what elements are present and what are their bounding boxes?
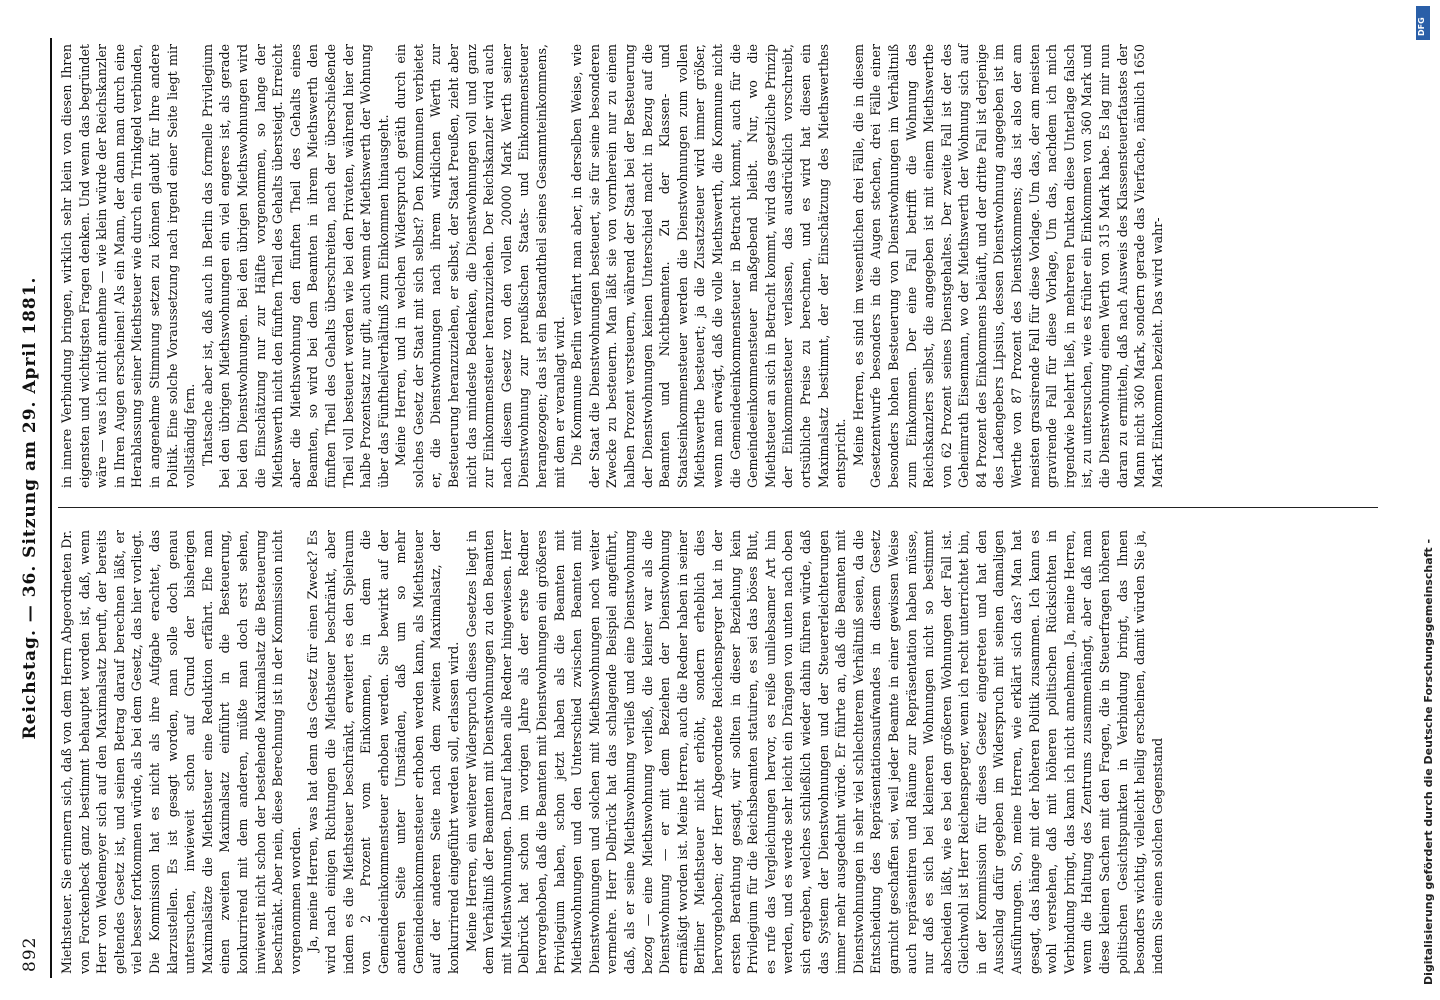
page-title: Reichstag. — 36. Sitzung am 29. April 1881. xyxy=(20,276,40,740)
paragraph: Meine Herren, und in welchen Widerspruch geräth durch ein solches Gesetz der Staat mit sich selbst? Den Kommunen verbietet er, die Dienstwohnungen nach ihrem wirklichen Werth zur Besteuerung heranzuziehen, er selbst, der Staat Preußen, zieht aber nicht das mindeste Bedenken, die Dienstwohnungen voll und ganz zur Einkommensteuer heranzuziehen. Der Reichskanzler wird auch nach diesem Gesetz von den vollen 20000 Mark Werth seiner Dienstwohnung zur preußischen Staats- und Einkommensteuer herangezogen; das ist ein Bestandtheil seines Gesammteinkommens, mit dem er veranlagt wird. xyxy=(393,44,567,488)
paragraph: Meine Herren, es sind im wesentlichen drei Fälle, die in diesem Gesetzentwurfe besonders in die Augen stechen, drei Fälle einer besonders hohen Besteuerung von Dienstwohnungen im Verhältniß zum Einkommen. Der eine Fall betrifft die Wohnung des Reichskanzlers selbst, die angegeben ist mit einem Miethswerthe von 62 Prozent seines Dienstgehaltes. Der zweite Fall ist der des Geheimrath Eisenmann, wo der Miethswerth der Wohnung sich auf 84 Prozent des Einkommens beläuft, und der dritte Fall ist derjenige des Ladengebers Lipsius, dessen Dienstwohnung angegeben ist im Werthe von 87 Prozent des Dienstkommens; das ist also der am meisten grassirende Fall für diese Vorlage. Um das, der am meisten gravirende Fall für diese Vorlage, Um das, nachdem ich mich irgendwie belehrt ließ, in mehreren Punkten diese Unterlage falsch ist, zu untersuchen, wie es früher ein Einkommen von 360 Mark und die Dienstwohnung einen Werth von 315 Mark habe. Es lag mir nun daran zu ermitteln, daß nach Ausweis des Klassensteuerfatastes der Mann nicht 360 Mark, sondern gerade das Vierfache, nämlich 1650 Mark Einkommen bezieht. Das wird wahr- xyxy=(850,44,1165,488)
right-column xyxy=(58,44,1378,488)
digitization-credit: Digitalisierung gefördert durch die Deutsche Forschungsgemeinschaft - xyxy=(1422,538,1435,985)
dfg-label: DFG xyxy=(1417,17,1426,36)
rotated-page-content xyxy=(14,38,1386,978)
paragraph: Meine Herren, ein weiterer Widerspruch dieses Gesetzes liegt in dem Verhältniß der Beamten mit Dienstwohnungen zu den Beamten mit Miethswohnungen. Darauf haben alle Redner hingewiesen. Herr Delbrück hat schon im vorigen Jahre als der erste Redner hervorgehoben, daß die Beamten mit Dienstwohnungen ein größeres Privilegium haben, schon jetzt haben als die Beamten mit Miethswohnungen und den Unterschied zwischen Beamten mit Dienstwohnungen und solchen mit Miethswohnungen noch weiter vermehre. Herr Delbrück hat das schlagende Beispiel angeführt, daß, als er seine Miethswohnung verließ und eine Dienstwohnung bezog — eine Miethswohnung verließ, die kleiner war als die Dienstwohnung — er mit dem Beziehen der Dienstwohnung ermäßigt worden ist. Meine Herren, auch die Redner haben in seiner Berliner Miethsteuer nicht erhöht, sondern erheblich dies hervorgehoben; der Herr Abgeordnete Reichensperger hat in der ersten Berathung gesagt, wir sollten in dieser Beziehung kein Privilegium für die Reichsbeamten statuiren, es sei das böses Blut, es rufe das Vergleichungen hervor, es reiße unliebsamer Art hin werden, und es werde sehr leicht ein Drängen von unten nach oben sich ergeben, welches schließlich wieder dahin führen würde, daß das System der Dienstwohnungen und der Steuererleichterungen immer mehr ausgedehnt würde. Er führte an, daß die Beamten mit Dienstwohnungen in sehr viel schlechterem Verhältniß seien, da die Entscheidung des Repräsentationsaufwandes in diesem Gesetz garnicht geschaffen sei, weil jeder Beamte in einer gewissen Weise auch repräsentiren und Räume zur Repräsentation haben müsse, nur daß es sich bei kleineren Wohnungen nicht so bestimmt abscheiden läßt, wie es bei den größeren Wohnungen der Fall ist. Gleichwohl ist Herr Reichensperger, wenn ich recht unterrichtet bin, in der Kommission für dieses Gesetz eingetreten und hat den Ausschlag dafür gegeben im Widerspruch mit seinen damaligen Ausführungen. So, meine Herren, wie erklärt sich das? Man hat gesagt, das hänge mit der höheren Politik zusammen. Ich kann es wohl verstehen, daß mit höheren politischen Rücksichten in Verbindung bringt, das kann ich nicht annehmen. Ja, meine Herren, wenn die Haltung des Zentrums zusammenhängt, aber daß man diese kleinen Sachen mit den Fragen, die in Steuerfragen höheren politischen Gesichtspunkten in Verbindung bringt, das Ihnen besonders wichtig, vielleicht heilig erscheinen, damit würden Sie ja, indem Sie einen solchen Gegenstand xyxy=(463,530,1165,974)
header-rule xyxy=(50,38,52,978)
dfg-logo-badge xyxy=(1416,6,1430,40)
paragraph: in innere Verbindung bringen, wirklich sehr klein von diesen Ihren eigensten und wichtigsten Fragen denken. Und wenn das begründet wäre — was ich nicht annehme — wie klein würde der Reichskanzler in Ihren Augen erscheinen! Als ein Mann, der dann man durch eine Herablassung seiner Miethsteuer wie durch ein Trinkgeld verbinden, in angenehme Stimmung setzen zu können glaubt für Ihre andere Politik. Eine solche Voraussetzung nach irgend einer Seite liegt mir vollständig fern. xyxy=(59,44,198,488)
digitization-sidebar xyxy=(1388,0,1435,1000)
column-divider xyxy=(58,507,1378,508)
paragraph: Thatsache aber ist, daß auch in Berlin das formelle Privilegium bei den übrigen Miethswohnungen ein viel engeres ist, als gerade bei den Dienstwohnungen. Bei den übrigen Miethswohnungen wird die Einschätzung nur zur Hälfte vorgenommen, so lange der Miethswerth nicht den fünften Theil des Gehalts übersteigt. Erreicht aber die Miethswohnung den fünften Theil des Gehalts eines Beamten, so wird bei dem Beamten in ihrem Miethswerth den fünften Theil des Gehalts überschreiten, nach der überschießende Theil voll besteuert werden wie bei den Privaten, während hier der halbe Prozentsatz nur gilt, auch wenn der Miethswerth der Wohnung über das Fünftheilverhältniß zum Einkommen hinausgeht. xyxy=(199,44,391,488)
paragraph: Ja, meine Herren, was hat denn das Gesetz für einen Zweck? Es wird nach einigen Richtungen die Miethsteuer beschränkt, aber indem es die Miethsteuer beschränkt, erweitert es den Spielraum von 2 Prozent vom Einkommen, in dem die Gemeindeeinkommensteuer erhoben werden. Sie bewirkt auf der anderen Seite unter Umständen, daß um so mehr Gemeindeeinkommensteuer erhoben werden kann, als Miethsteuer auf der anderen Seite nach dem zweiten Maximalsatz, der konkurrirend eingeführt werden soll, erlassen wird. xyxy=(305,530,462,974)
paragraph: Die Kommune Berlin verfährt man aber, in derselben Weise, wie der Staat die Dienstwohnungen besteuert, sie für seine besonderen Zwecke zu besteuern. Man läßt sie von vornherein nur zu einem halben Prozent versteuern, während der Staat bei der Besteuerung der Dienstwohnungen keinen Unterschied macht in Bezug auf die Beamten und Nichtbeamten. Zu der Klassen- und Staatseinkommensteuer werden die Dienstwohnungen zum vollen Miethswerthe besteuert; ja die Zusatzsteuer wird immer größer, wenn man erwägt, daß die volle Miethswerth, die Kommune nicht die Gemeindeeinkommensteuer in Betracht kommt, auch für die Gemeindeeinkommensteuer maßgebend bleibt. Nur, wo die Miethsteuer an sich in Betracht kommt, wird das gesetzliche Prinzip der Einkommensteuer verlassen, das ausdrücklich vorschreibt, ortsübliche Preise zu berechnen, und es wird hat diesen ein Maximalsatz bestimmt, der der Einschätzung des Miethswerthes entspricht. xyxy=(569,44,849,488)
page-header xyxy=(14,38,48,978)
left-column xyxy=(58,530,1378,974)
paragraph: Miethsteuer. Sie erinnern sich, daß von dem Herrn Abgeordneten Dr. von Forckenbeck ganz bestimmt behauptet worden ist, daß, wenn Herr von Wedemeyer sich auf den Maximalsatz beruft, der bereits geltendes Gesetz ist, und seinen Betrag darauf berechnen läßt, er viel besser fortkommen würde, als bei dem Gesetz, das hier vorliegt. Die Kommission hat es nicht als ihre Aufgabe erachtet, das klarzustellen. Es ist gesagt worden, man solle doch genau untersuchen, inwieweit schon auf Grund der bisherigen Maximalsätze die Miethsteuer eine Reduktion erfährt. Ehe man einen zweiten Maximalsatz einführt in die Besteuerung, konkurrirend mit dem anderen, müßte man doch erst sehen, inwieweit nicht schon der bestehende Maximalsatz die Besteuerung beschränkt. Aber nein, diese Berechnung ist in der Kommission nicht vorgenommen worden. xyxy=(59,530,303,974)
page-number: 892 xyxy=(20,936,40,972)
